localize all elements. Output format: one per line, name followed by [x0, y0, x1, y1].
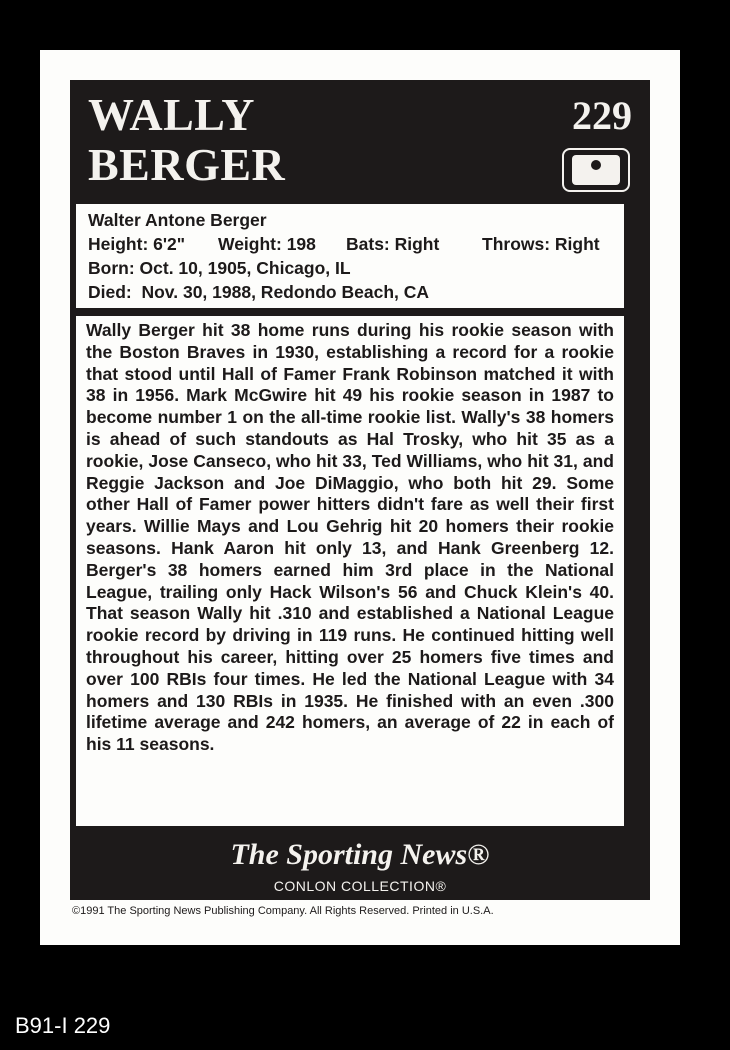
- baseball-card-back: [40, 50, 680, 945]
- player-stats-box: [76, 204, 624, 308]
- died: Died: Nov. 30, 1988, Redondo Beach, CA: [88, 282, 430, 302]
- born: Born: Oct. 10, 1905, Chicago, IL: [88, 258, 351, 278]
- bats: Bats: Right: [346, 234, 440, 254]
- card-number: 229: [572, 93, 632, 138]
- mlb-logo-icon: [562, 148, 630, 192]
- copyright-notice: ©1991 The Sporting News Publishing Company. All Rights Reserved. Printed in U.S.A.: [72, 905, 494, 917]
- weight: Weight: 198: [218, 234, 316, 254]
- throws: Throws: Right: [482, 234, 600, 254]
- player-biography: Wally Berger hit 38 home runs during his rookie season with the Boston Braves in 1930, establishing a record for a rookie that stood until Hall of Famer Frank Robinson matched it with 38 in 1956. Mark McGwire hit 49 his rookie season in 1987 to become number 1 on the all-time rookie list. Wally's 38 homers is ahead of such standouts as Hal Trosky, who hit 35 as a rookie, Jose Canseco, who hit 33, Ted Williams, who hit 31, and Reggie Jackson and Joe DiMaggio, who both hit 29. Some other Hall of Famer power hitters didn't fare as well their first years. Willie Mays and Lou Gehrig hit 20 homers their rookie seasons. Hank Aaron hit only 13, and Hank Greenberg 12. Berger's 38 homers earned him 3rd place in the National League, trailing only Hack Wilson's 56 and Chuck Klein's 40. That season Wally hit .310 and established a National League rookie record by driving in 119 runs. He continued hitting well throughout his career, hitting over 25 homers five times and over 100 RBIs four times. He led the National League with 34 homers and 130 RBIs in 1935. He finished with an even .300 lifetime average and 242 homers, an average of 22 in each of his 11 seasons.: [76, 316, 624, 826]
- player-name: [88, 90, 285, 190]
- sporting-news-logo: The Sporting News®: [230, 838, 490, 871]
- full-name: Walter Antone Berger: [88, 210, 267, 230]
- measurements-row: [88, 232, 612, 256]
- player-first-name: WALLY: [88, 89, 255, 140]
- player-last-name: BERGER: [88, 139, 286, 190]
- card-frame: [70, 80, 650, 900]
- height: Height: 6'2": [88, 234, 186, 254]
- conlon-collection-label: CONLON COLLECTION®: [273, 878, 447, 894]
- catalog-label: B91-I 229: [15, 1013, 111, 1038]
